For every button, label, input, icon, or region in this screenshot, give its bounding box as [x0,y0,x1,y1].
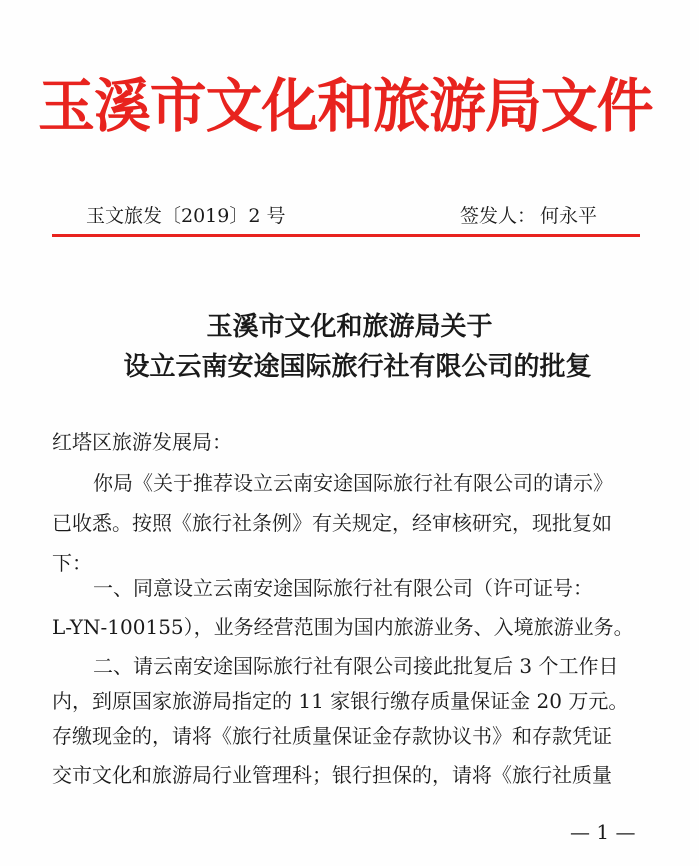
signer-name: 何永平 [540,205,598,227]
body-line: 下： [52,551,92,575]
body-line: 你局《关于推荐设立云南安途国际旅行社有限公司的请示》 [93,471,613,495]
document-number: 玉文旅发〔2019〕2 号 [86,205,286,227]
page-number: — 1 — [570,820,636,844]
signer-label: 签发人： [460,205,537,227]
addressee: 红塔区旅游发展局： [52,430,232,454]
red-separator-line [52,234,640,237]
document-title-line-1: 玉溪市文化和旅游局关于 [206,312,493,342]
body-line: 一、同意设立云南安途国际旅行社有限公司（许可证号： [93,576,593,600]
body-line: L-YN-100155），业务经营范围为国内旅游业务、入境旅游业务。 [52,615,634,639]
body-line: 内，到原国家旅游局指定的 11 家银行缴存质量保证金 20 万元。 [52,689,629,713]
body-line: 交市文化和旅游局行业管理科；银行担保的，请将《旅行社质量 [52,763,612,787]
masthead-title: 玉溪市文化和旅游局文件 [38,72,653,140]
document-title-line-2: 设立云南安途国际旅行社有限公司的批复 [123,352,592,382]
body-line: 已收悉。按照《旅行社条例》有关规定，经审核研究，现批复如 [52,511,612,535]
body-line: 存缴现金的，请将《旅行社质量保证金存款协议书》和存款凭证 [52,724,612,748]
signer [460,203,597,229]
body-line: 二、请云南安途国际旅行社有限公司接此批复后 3 个工作日 [93,654,619,678]
